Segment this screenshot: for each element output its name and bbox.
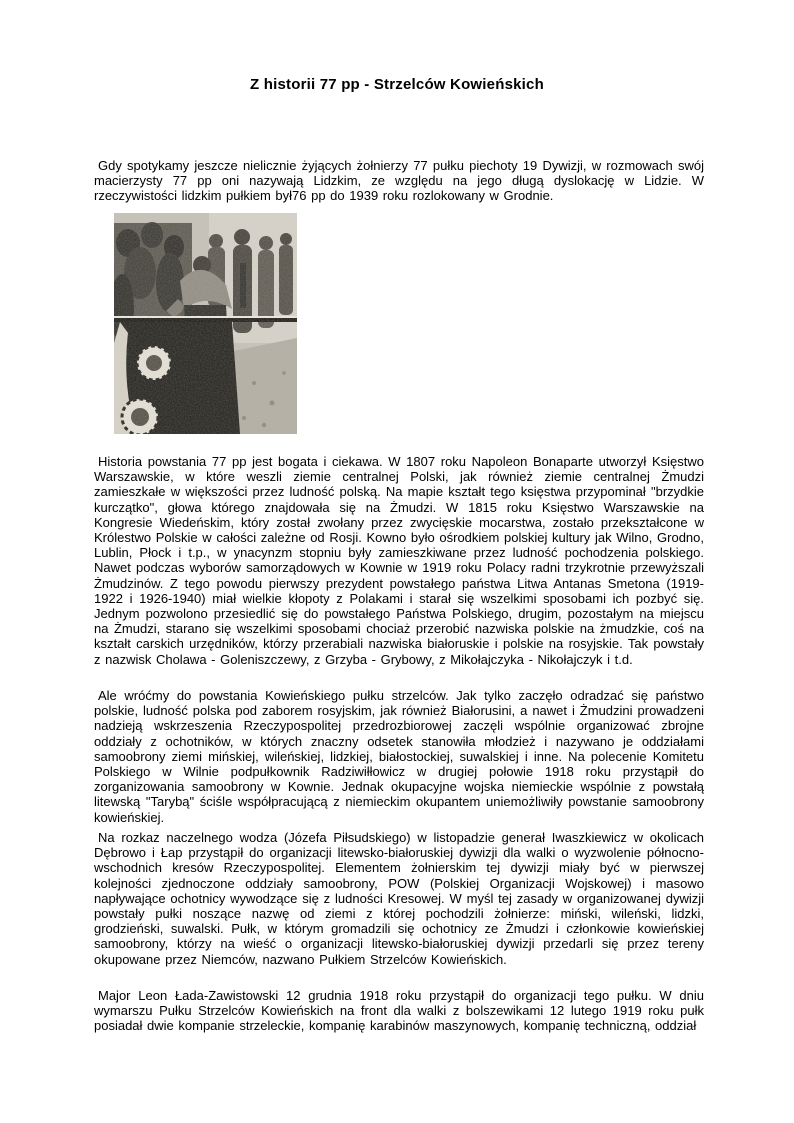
paragraph-intro: Gdy spotykamy jeszcze nielicznie żyjących żołnierzy 77 pułku piechoty 19 Dywizji, w rozmowach swój macierzysty 77 pp oni nazywają Lidzkim, ze względu na jego długą dyslokację w Lidzie. W rzeczywistości lidzkim pułkiem był76 pp do 1939 roku rozlokowany w Grodnie. — [94, 158, 704, 204]
paragraph-kowno-regiment: Ale wróćmy do powstania Kowieńskiego pułku strzelców. Jak tylko zaczęło odradzać się państwo polskie, ludność polska pod zaborem rosyjskim, jak również Białorusini, a nawet i Żmudzini prowadzeni nadzieją wskrzeszenia Rzeczypospolitej przedrozbiorowej zaczęli wspólnie organizować zbrojne oddziały z ochotników, w których znaczny odsetek stanowiła młodzież i nazywano je oddziałami samoobrony ziemi mińskiej, wileńskiej, lidzkiej, białostockiej, suwalskiej i inne. Na polecenie Komitetu Polskiego w Wilnie podpułkownik Radziwiłłowicz w drugiej połowie 1918 roku przystąpił do zorganizowania samoobrony w Kownie. Jednak okupacyjne wojska niemieckie wspólnie z powstałą litewską "Tarybą" ściśle współpracującą z niemieckim okupantem uniemożliwiły powstanie samoobrony kowieńskiej. — [94, 688, 704, 825]
paragraph-major-lada: Major Leon Łada-Zawistowski 12 grudnia 1918 roku przystąpił do organizacji tego pułku. W dniu wymarszu Pułku Strzelców Kowieńskich na front dla walki z bolszewikami 12 lutego 1919 roku pułk posiadał dwie kompanie strzeleckie, kompanię karabinów maszynowych, kompanię techniczną, oddział — [94, 988, 704, 1034]
photo-grain — [114, 213, 297, 434]
paragraph-division-order: Na rozkaz naczelnego wodza (Józefa Piłsudskiego) w listopadzie generał Iwaszkiewicz w okolicach Dębrowo i Łap przystąpił do organizacji litewsko-białoruskiej dywizji dla walki o wyzwolenie północno-wschodnich kresów Rzeczypospolitej. Elementem żołnierskim tej dywizji miały być w pierwszej kolejności zjednoczone oddziały samoobrony, POW (Polskiej Organizacji Wojskowej) i masowo napływające ochotnicy wywodzące się z ludności Kresowej. W myśl tej zasady w organizowanej dywizji powstały pułki noszące nazwę od ziemi z której pochodzili żołnierze: miński, wileński, lidzki, grodzieński, suwalski. Pułk, w którym gromadzili się ochotnicy ze Żmudzi i członkowie kowieńskiej samoobrony, którzy na wieść o organizacji litewsko-białoruskiej dywizji przedarli się przez tereny okupowane przez Niemców, nazwano Pułkiem Strzelców Kowieńskich. — [94, 830, 704, 967]
paragraph-history-1807: Historia powstania 77 pp jest bogata i ciekawa. W 1807 roku Napoleon Bonaparte utworzył Księstwo Warszawskie, w które weszli ziemie centralnej Polski, jak również ziemie centralnej Żmudzi zamieszkałe w większości przez ludność polską. Na mapie kształt tego księstwa przypominał "brzydkie kurczątko", głowa którego znajdowała się na Żmudzi. W 1815 roku Księstwo Warszawskie na Kongresie Wiedeńskim, który został zwołany przez zwycięskie mocarstwa, zostało przekształcone w Królestwo Polskie w całości zależne od Rosji. Kowno było ośrodkiem polskiej kultury jak Wilno, Grodno, Lublin, Płock i t.p., w ynacynzm stopniu były zamieszkiwane przez ludność pochodzenia polskiego. Nawet podczas wyborów samorządowych w Kownie w 1919 roku Polacy radni trzykrotnie przewyższali Żmudzinów. Z tego powodu pierwszy prezydent powstałego państwa Litwa Antanas Smetona (1919-1922 i 1926-1940) miał wielkie kłopoty z Polakami i starał się wszelkimi sposobami ich pozbyć się. Jednym pozwolono przesiedlić się do powstałego Państwa Polskiego, drugim, pozostałym na miejscu na Żmudzi, starano się wszelkimi sposobami chociaż przerobić nazwiska polskie na żmudzkie, coś na kształt carskich urzędników, którzy przerabiali nazwiska białoruskie i polskie na rosyjskie. Tak powstały z nazwisk Cholawa - Goleniszczewy, z Grzyba - Grybowy, z Mikołajczyka - Nikołajczyk i t.d. — [94, 454, 704, 667]
page-title: Z historii 77 pp - Strzelców Kowieńskich — [250, 76, 544, 93]
flag-ceremony-photo-illustration — [114, 213, 297, 434]
historical-photo — [114, 213, 297, 434]
